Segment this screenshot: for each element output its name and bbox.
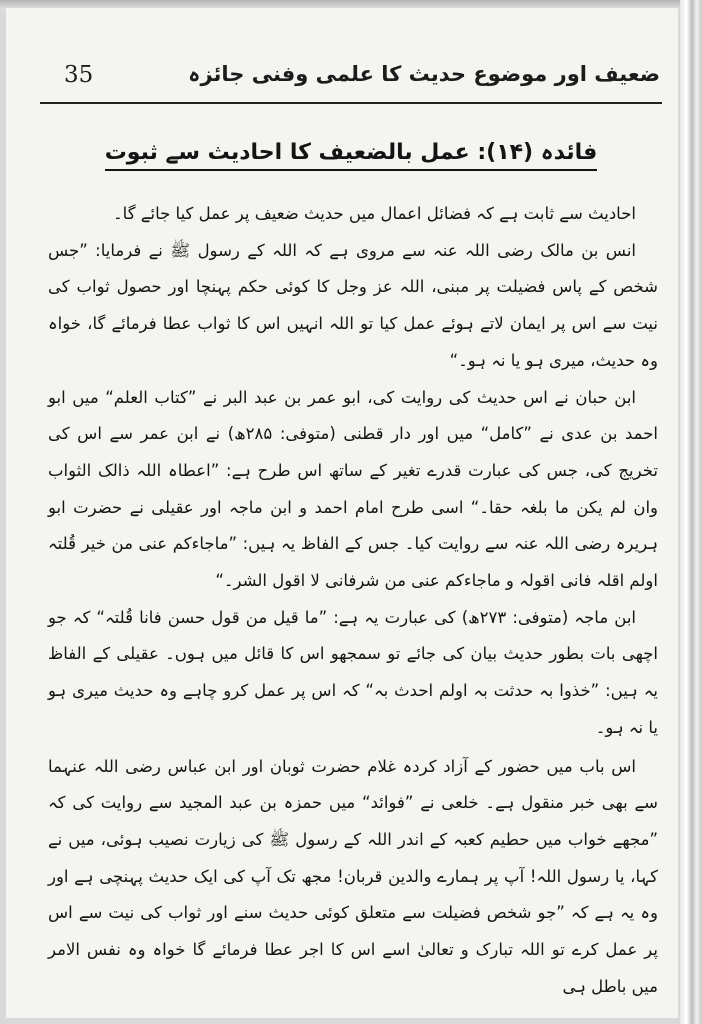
paragraph-2: انس بن مالک رضی اللہ عنہ سے مروی ہے کہ اللہ کے رسول ﷺ نے فرمایا: ”جس شخص کے پاس فضیلت پر مبنی، اللہ عز وجل کا کوئی حکم پہنچا اور حصول ثواب کی نیت سے اس پر ایمان لاتے ہوئے عمل کیا تو اللہ انہیں اس کا ثواب عطا فرمائے گا، خواہ وہ حدیث، میری ہو یا نہ ہو۔“: [48, 240, 658, 370]
book-title: ضعیف اور موضوع حدیث کا علمی وفنی جائزہ: [188, 62, 660, 86]
paragraph-1: احادیث سے ثابت ہے کہ فضائل اعمال میں حدیث ضعیف پر عمل کیا جائے گا۔: [113, 204, 636, 223]
paragraph-4: ابن ماجہ (متوفی: ۲۷۳ھ) کی عبارت یہ ہے: ”ما قیل من قول حسن فانا قُلتہ“ کہ جو اچھی بات بطور حدیث بیان کی جائے تو سمجھو اس کا قائل میں ہوں۔ عقیلی کے الفاظ یہ ہیں: ”خذوا بہ حدثت بہ اولم احدث بہ“ کہ اس پر عمل کرو چاہے وہ حدیث میری ہو یا نہ ہو۔: [48, 607, 658, 737]
section-heading: [40, 140, 662, 165]
scan-edge-right: [680, 0, 702, 1024]
paragraph-5: اس باب میں حضور کے آزاد کردہ غلام حضرت ثوبان اور ابن عباس رضی اللہ عنہما سے بھی خبر منقول ہے۔ خلعی نے ”فوائد“ میں حمزہ بن عبد المجید سے روایت کی کہ ”مجھے خواب میں حطیم کعبہ کے اندر اللہ کے رسول ﷺ کی زیارت نصیب ہوئی، میں نے کہا، یا رسول اللہ! آپ پر ہمارے والدین قربان! مجھ تک آپ کی ایک حدیث پہنچی ہے اور وہ یہ ہے کہ ”جو شخص فضیلت سے متعلق کوئی حدیث سنے اور ثواب کی نیت سے اس پر عمل کرے تو اللہ تبارک و تعالیٰ اسے اس کا اجر عطا فرمائے گا خواہ وہ نفس الامر میں باطل ہی: [48, 756, 658, 996]
page-header: [40, 60, 660, 96]
paragraph-3: ابن حبان نے اس حدیث کی روایت کی، ابو عمر بن عبد البر نے ”کتاب العلم“ میں ابو احمد بن عدی نے ”کامل“ میں اور دار قطنی (متوفی: ۲۸۵ھ) نے ابن عمر سے اس کی تخریج کی، جس کی عبارت قدرے تغیر کے ساتھ اس طرح ہے: ”اعطاہ اللہ ذالک الثواب وان لم یکن ما بلغہ حقا۔“ اسی طرح امام احمد و ابن ماجہ اور عقیلی نے حضرت ابو ہریرہ رضی اللہ عنہ سے روایت کیا۔ جس کے الفاظ یہ ہیں: ”ماجاءکم عنی من خیر قُلتہ اولم اقلہ فانی اقولہ و ماجاءکم عنی من شرفانی لا اقول الشر۔“: [48, 387, 658, 591]
header-rule: [40, 102, 662, 104]
section-heading-text: فائدہ (۱۴): عمل بالضعیف کا احادیث سے ثبوت: [105, 140, 598, 171]
page-number: 35: [64, 62, 94, 88]
body-text: [48, 196, 658, 1005]
